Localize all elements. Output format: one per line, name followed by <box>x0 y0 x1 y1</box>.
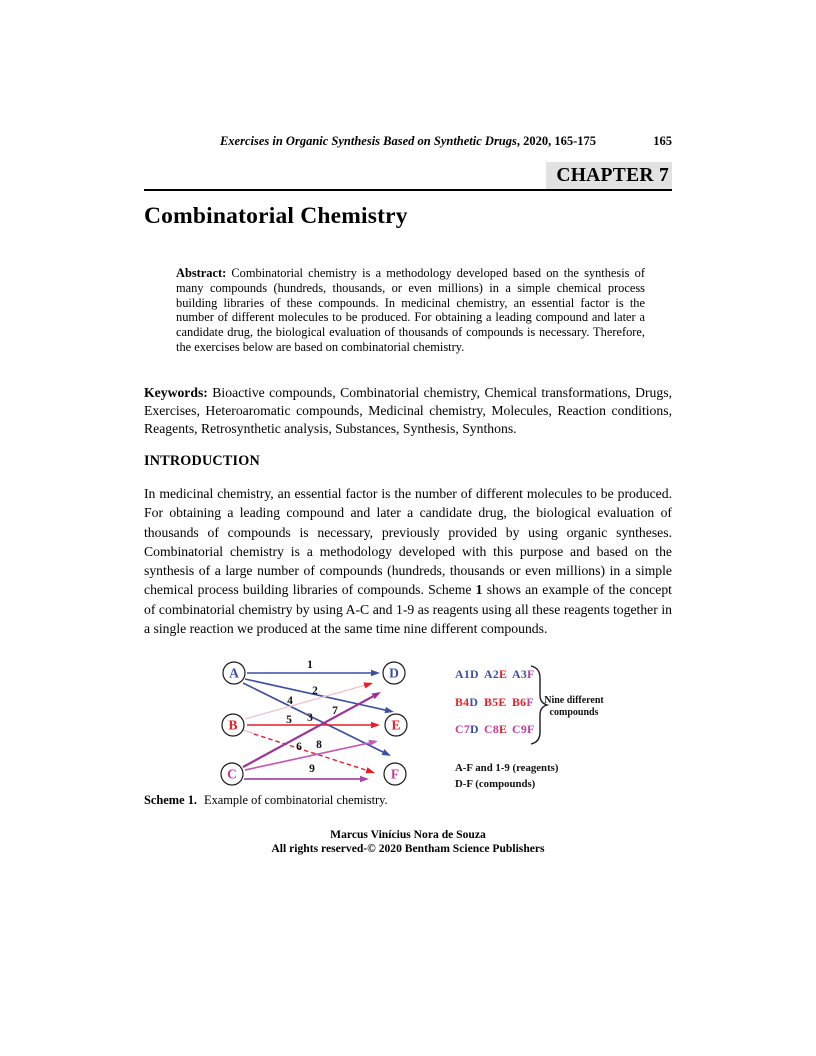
introduction-paragraph <box>144 484 672 638</box>
intro-text-part2: shows an example of the concept of combinatorial chemistry by using A-C and 1-9 as reagents using all these reagents together in a single reaction we produced at the same time nine different compounds. <box>144 582 672 636</box>
compound-A2E: A2E <box>484 666 508 681</box>
reaction-arrow-1 <box>247 659 380 676</box>
keywords-paragraph <box>144 384 672 439</box>
running-header <box>144 134 672 149</box>
introduction-heading: INTRODUCTION <box>144 453 260 470</box>
reaction-arrow-5 <box>247 711 380 728</box>
scheme-legend-line: D-F (compounds) <box>455 777 536 790</box>
svg-text:F: F <box>390 766 400 782</box>
arrow-number-label: 8 <box>316 738 322 751</box>
brace-label-line: compounds <box>549 706 599 718</box>
compound-A3F: A3F <box>512 666 535 681</box>
running-header-edition-info: , 2020, 165-175 <box>516 134 597 148</box>
compound-A1D: A1D <box>455 666 479 681</box>
footer-author: Marcus Vinícius Nora de Souza <box>330 827 486 841</box>
reagent-node-F <box>384 763 406 785</box>
arrow-number-label: 1 <box>307 658 313 671</box>
footer-rights: All rights reserved-© 2020 Bentham Science Publishers <box>271 842 545 856</box>
brace-label-line: Nine different <box>544 694 604 706</box>
compound-B4D: B4D <box>455 694 479 709</box>
arrow-number-label: 4 <box>287 694 293 707</box>
page-number: 165 <box>653 134 672 148</box>
page-content <box>144 134 672 857</box>
arrow-number-label: 6 <box>296 740 302 753</box>
scheme-caption <box>144 793 672 808</box>
svg-text:E: E <box>391 717 401 733</box>
scheme-diagram <box>140 652 692 792</box>
arrow-number-label: 2 <box>312 684 318 697</box>
compound-B5E: B5E <box>484 694 507 709</box>
abstract-label: Abstract: <box>176 266 227 280</box>
compound-C9F: C9F <box>512 721 535 736</box>
scheme-caption-text: Example of combinatorial chemistry. <box>204 792 388 807</box>
reagent-node-D <box>383 662 405 684</box>
reagent-node-A <box>223 662 245 684</box>
keywords-label: Keywords: <box>144 384 208 400</box>
arrow-number-label: 7 <box>332 704 338 717</box>
scheme-caption-label: Scheme 1. <box>144 792 197 807</box>
running-header-book-title: Exercises in Organic Synthesis Based on Synthetic Drugs <box>219 134 517 148</box>
reagent-node-B <box>222 714 244 736</box>
abstract-paragraph <box>176 266 645 355</box>
svg-text:B: B <box>228 717 238 733</box>
abstract-text: Combinatorial chemistry is a methodology developed based on the synthesis of many compounds (hundreds, thousands, or even millions) in a simple chemical process building libraries of these compounds. In medicinal chemistry, an essential factor is the number of different molecules to be produced. For obtaining a leading compound and later a candidate drug, the biological evaluation of thousands of compounds is necessary. Therefore, the exercises below are based on combinatorial chemistry. <box>176 266 645 354</box>
keywords-text: Bioactive compounds, Combinatorial chemistry, Chemical transformations, Drugs, Exercises, Heteroaromatic compounds, Medicinal chemistry, Molecules, Reaction conditions, Reagents, Retrosynthetic analysis, Substances, Synthesis, Synthons. <box>144 384 672 436</box>
reagent-node-C <box>221 763 243 785</box>
chapter-rule <box>144 162 672 191</box>
copyright-footer <box>144 828 672 857</box>
reagent-node-E <box>385 714 407 736</box>
scheme-1-reference: 1 <box>475 582 483 598</box>
scheme-figure <box>140 652 692 792</box>
compound-C7D: C7D <box>455 721 479 736</box>
compound-B6F: B6F <box>512 694 534 709</box>
chapter-badge: CHAPTER 7 <box>546 162 672 189</box>
arrow-number-label: 9 <box>309 762 315 775</box>
page-title: Combinatorial Chemistry <box>144 203 408 229</box>
scheme-legend-line: A-F and 1-9 (reagents) <box>455 761 559 774</box>
compound-C8E: C8E <box>484 721 508 736</box>
svg-text:A: A <box>229 665 239 681</box>
arrow-number-label: 3 <box>307 711 313 724</box>
arrow-number-label: 5 <box>286 713 292 726</box>
svg-text:C: C <box>227 766 237 782</box>
svg-text:D: D <box>389 665 399 681</box>
intro-text-part1: In medicinal chemistry, an essential factor is the number of different molecules to be produced. For obtaining a leading compound and later a candidate drug, the biological evaluation of thousands of compounds is necessary, previously provided by using organic syntheses. Combinatorial chemistry is a methodology developed with this purpose and based on the synthesis of a large number of compounds (hundreds, thousands or even millions) in a simple chemical process building libraries of compounds. Scheme <box>144 486 672 598</box>
